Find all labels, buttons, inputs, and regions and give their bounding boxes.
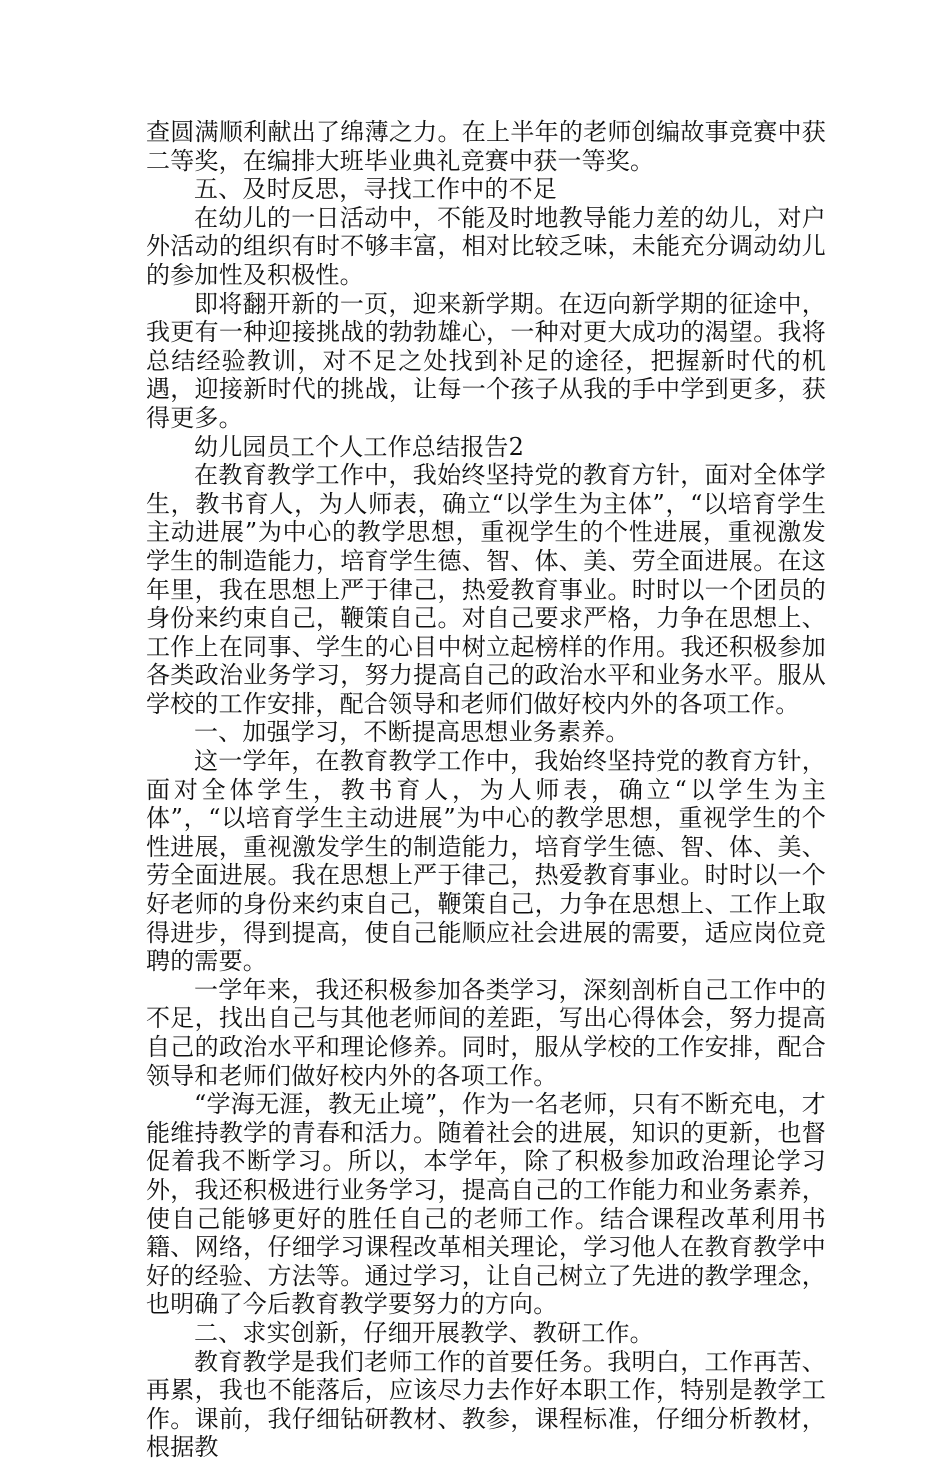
paragraph: 这一学年，在教育教学工作中，我始终坚持党的教育方针，面对全体学生，教书育人，为人师表，确立“以学生为主体”，“以培育学生主动进展”为中心的教学思想，重视学生的个性进展，重视激发学生的制造能力，培育学生德、智、体、美、劳全面进展。我在思想上严于律己，热爱教育事业。时时以一个好老师的身份来约束自己，鞭策自己，力争在思想上、工作上取得进步，得到提高，使自己能顺应社会进展的需要，适应岗位竞聘的需要。 — [146, 747, 826, 976]
paragraph: 在幼儿的一日活动中，不能及时地教导能力差的幼儿，对户外活动的组织有时不够丰富，相对比较乏味，未能充分调动幼儿的参加性及积极性。 — [146, 203, 826, 289]
report-title: 幼儿园员工个人工作总结报告2 — [194, 432, 525, 461]
section-heading: 五、及时反思，寻找工作中的不足 — [194, 175, 557, 204]
paragraph: 即将翻开新的一页，迎来新学期。在迈向新学期的征途中，我更有一种迎接挑战的勃勃雄心，一种对更大成功的渴望。我将总结经验教训，对不足之处找到补足的途径，把握新时代的机遇，迎接新时代的挑战，让每一个孩子从我的手中学到更多，获得更多。 — [146, 289, 826, 432]
section-heading: 二、求实创新，仔细开展教学、教研工作。 — [194, 1318, 654, 1347]
paragraph: 在教育教学工作中，我始终坚持党的教育方针，面对全体学生，教书育人，为人师表，确立“以学生为主体”，“以培育学生主动进展”为中心的教学思想，重视学生的个性进展，重视激发学生的制造能力，培育学生德、智、体、美、劳全面进展。在这年里，我在思想上严于律己，热爱教育事业。时时以一个团员的身份来约束自己，鞭策自己。对自己要求严格，力争在思想上、工作上在同事、学生的心目中树立起榜样的作用。我还积极参加各类政治业务学习，努力提高自己的政治水平和业务水平。服从学校的工作安排，配合领导和老师们做好校内外的各项工作。 — [146, 461, 826, 718]
section-heading: 一、加强学习，不断提高思想业务素养。 — [194, 718, 630, 747]
paragraph: “学海无涯，教无止境”，作为一名老师，只有不断充电，才能维持教学的青春和活力。随着社会的进展，知识的更新，也督促着我不断学习。所以，本学年，除了积极参加政治理论学习外，我还积极进行业务学习，提高自己的工作能力和业务素养，使自己能够更好的胜任自己的老师工作。结合课程改革利用书籍、网络，仔细学习课程改革相关理论，学习他人在教育教学中好的经验、方法等。通过学习，让自己树立了先进的教学理念，也明确了今后教育教学要努力的方向。 — [146, 1090, 826, 1319]
paragraph: 教育教学是我们老师工作的首要任务。我明白，工作再苦、再累，我也不能落后，应该尽力去作好本职工作，特别是教学工作。课前，我仔细钻研教材、教参，课程标准，仔细分析教材，根据教 — [146, 1347, 826, 1462]
document-body — [146, 118, 826, 1462]
paragraph: 查圆满顺利献出了绵薄之力。在上半年的老师创编故事竞赛中获二等奖，在编排大班毕业典礼竞赛中获一等奖。 — [146, 118, 826, 175]
paragraph: 一学年来，我还积极参加各类学习，深刻剖析自己工作中的不足，找出自己与其他老师间的差距，写出心得体会，努力提高自己的政治水平和理论修养。同时，服从学校的工作安排，配合领导和老师们做好校内外的各项工作。 — [146, 975, 826, 1090]
